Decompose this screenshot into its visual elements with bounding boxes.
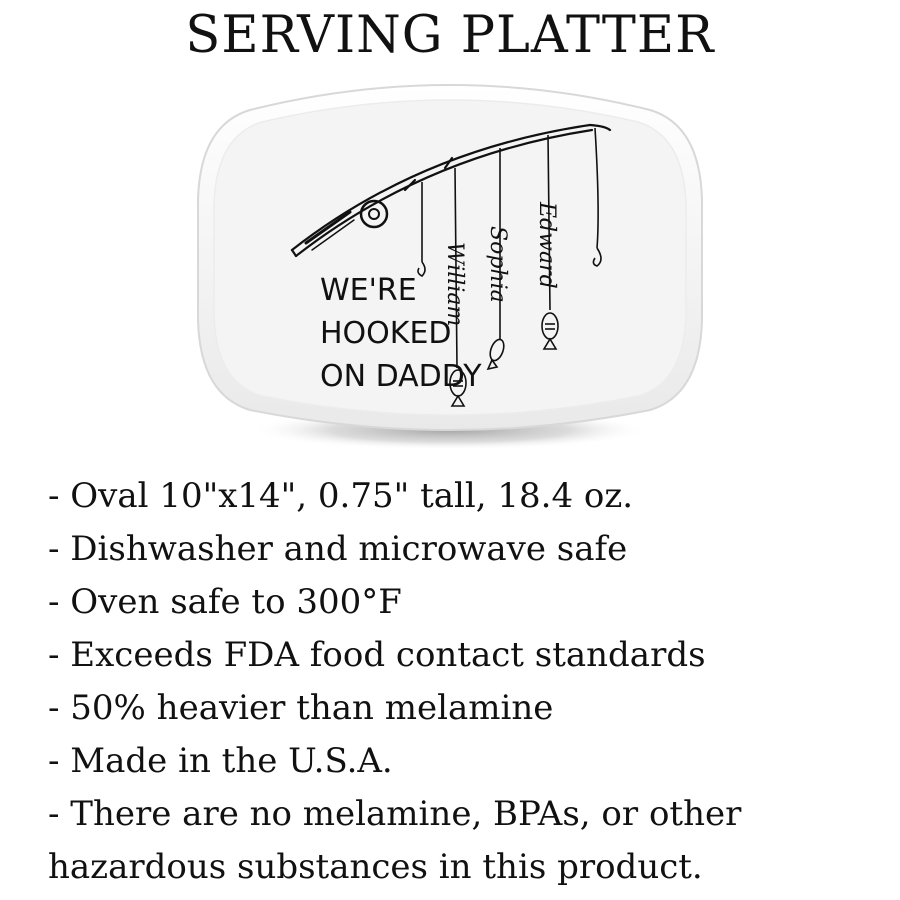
page-title: SERVING PLATTER	[185, 6, 715, 65]
spec-item: - 50% heavier than melamine	[48, 688, 554, 728]
spec-item: - There are no melamine, BPAs, or other	[48, 794, 742, 834]
spec-item: - Made in the U.S.A.	[48, 741, 393, 781]
spec-item: - Oval 10"x14", 0.75" tall, 18.4 oz.	[48, 476, 634, 516]
child-name: Sophia	[485, 226, 510, 303]
motto-line: ON DADDY	[320, 359, 482, 394]
motto-line: WE'RE	[320, 273, 417, 308]
spec-list	[48, 470, 878, 894]
spec-item: - Oven safe to 300°F	[48, 582, 402, 622]
spec-item: - Exceeds FDA food contact standards	[48, 635, 706, 675]
spec-item: - Dishwasher and microwave safe	[48, 529, 628, 569]
child-name: William	[442, 242, 467, 327]
spec-item: hazardous substances in this product.	[48, 847, 703, 887]
child-name: Edward	[534, 202, 559, 289]
motto-line: HOOKED	[320, 316, 452, 351]
